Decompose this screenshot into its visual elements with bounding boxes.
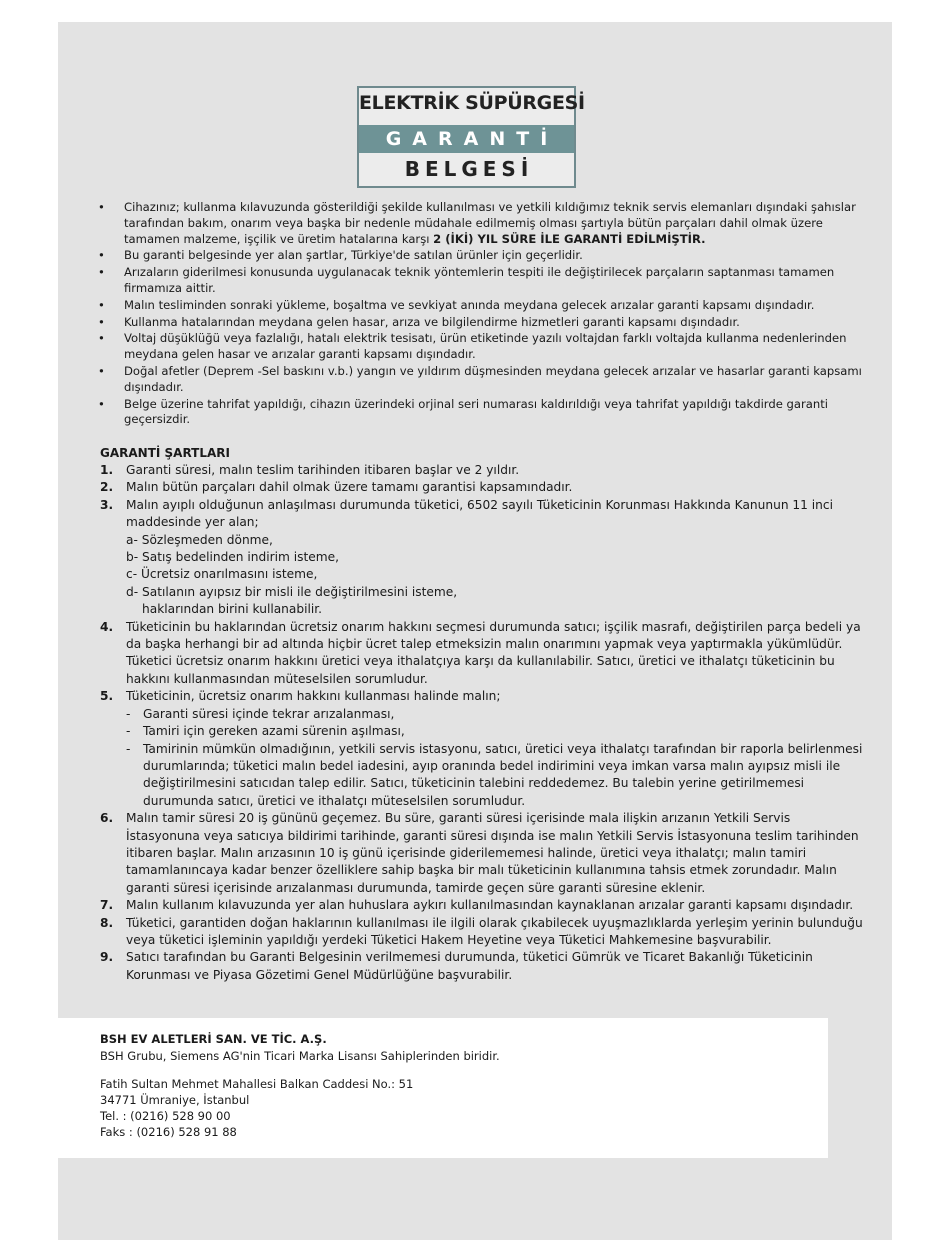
- term-number: 9.: [100, 950, 114, 965]
- term-subitem: a- Sözleşmeden dönme,: [126, 532, 273, 547]
- term-item-3: [100, 497, 865, 619]
- term-dash-text: Tamiri için gereken azami sürenin aşılması,: [143, 724, 405, 739]
- bullet-icon: •: [98, 265, 105, 280]
- term-text: Tüketici, garantiden doğan haklarının kullanılması ile ilgili olarak çıkabilecek uyuşmazlıklarda yerleşim yerinin bulunduğu veya tüketici işleminin yapıldığı yerdeki Tüketici Hakem Heyetine veya Tüketici Mahkemesine başvurabilir.: [126, 915, 863, 947]
- company-name: BSH EV ALETLERİ SAN. VE TİC. A.Ş.: [100, 1032, 327, 1046]
- term-number: 7.: [100, 898, 114, 913]
- address-line-2: 34771 Ümraniye, İstanbul: [100, 1093, 250, 1107]
- address-line-1: Fatih Sultan Mehmet Mahallesi Balkan Caddesi No.: 51: [100, 1077, 414, 1091]
- dash-icon: -: [126, 706, 131, 721]
- bullet-item: [98, 397, 868, 429]
- bullet-text: Cihazınız; kullanma kılavuzunda gösterildiği şekilde kullanılması ve yetkili kıldığımız teknik servis elemanları dışındaki şahıslar tarafından bakım, onarım veya başka bir nedenle müdahale edilmemiş olması şartıyla bütün parçaları dahil olmak üzere tamamen malzeme, işçilik ve üretim hatalarına karşı: [124, 200, 856, 246]
- term-item-5: [100, 688, 865, 810]
- term-item-1: [100, 462, 865, 479]
- term-number: 3.: [100, 497, 114, 512]
- term-dash-text: Tamirinin mümkün olmadığının, yetkili servis istasyonu, satıcı, üretici veya ithalatçı tarafından bir raporla belirlenmesi durumlarında; tüketici malın bedel iadesini, ayıp oranında bedel indirimini veya imkan varsa malın ayıpsız misli ile değiştirilmesini satıcıdan talep edilir. Satıcı, tüketicinin talebini reddedemez. Bu talebin yerine getirilmemesi durumunda satıcı, üretici ve ithalatçı müteselsilen sorumludur.: [143, 741, 863, 808]
- term-text: Satıcı tarafından bu Garanti Belgesinin verilmemesi durumunda, tüketici Gümrük ve Ticaret Bakanlığı Tüketicinin Korunması ve Piyasa Gözetimi Genel Müdürlüğüne başvurabilir.: [126, 950, 813, 982]
- bullet-item: [98, 315, 868, 331]
- warranty-period-bold: 2 (İKİ) YIL SÜRE İLE GARANTİ EDİLMİŞTİR.: [433, 231, 706, 246]
- bullet-text: Arızaların giderilmesi konusunda uygulanacak teknik yöntemlerin tespiti ile değiştirilecek parçaların saptanması tamamen firmamıza aittir.: [124, 265, 835, 295]
- bullet-icon: •: [98, 396, 105, 411]
- term-subitem: d- Satılanın ayıpsız bir misli ile değiştirilmesini isteme,: [126, 584, 458, 599]
- term-text: Tüketicinin, ücretsiz onarım hakkını kullanması halinde malın;: [126, 689, 501, 704]
- bullet-text: Doğal afetler (Deprem -Sel baskını v.b.) yangın ve yıldırım düşmesinden meydana gelecek arızalar ve hasarlar garanti kapsamı dışındadır.: [124, 363, 862, 394]
- term-text: Malın kullanım kılavuzunda yer alan huhuslara aykırı kullanılmasından kaynaklanan arızalar garanti kapsamı dışındadır.: [126, 898, 854, 913]
- bullet-item: [98, 200, 868, 247]
- bullet-text: Bu garanti belgesinde yer alan şartlar, Türkiye'de satılan ürünler için geçerlidir.: [124, 248, 583, 263]
- term-text: Malın ayıplı olduğunun anlaşılması durumunda tüketici, 6502 sayılı Tüketicinin Korunması Hakkında Kanunun 11 inci maddesinde yer alan;: [126, 497, 833, 530]
- bullet-item: [98, 364, 868, 396]
- bullet-item: [98, 265, 868, 297]
- term-number: 6.: [100, 811, 114, 826]
- bullet-icon: •: [98, 331, 105, 346]
- term-number: 4.: [100, 619, 114, 634]
- term-number: 2.: [100, 480, 114, 495]
- term-subitem-continuation: haklarından birini kullanabilir.: [142, 602, 323, 617]
- document-title-box: [357, 86, 585, 188]
- bullet-text: Kullanma hatalarından meydana gelen hasar, arıza ve bilgilendirme hizmetleri garanti kapsamı dışındadır.: [124, 314, 740, 329]
- phone-number: Tel. : (0216) 528 90 00: [100, 1109, 231, 1123]
- term-subitem: b- Satış bedelinden indirim isteme,: [126, 550, 340, 565]
- term-text: Malın bütün parçaları dahil olmak üzere tamamı garantisi kapsamındadır.: [126, 480, 573, 495]
- bullet-text: Malın tesliminden sonraki yükleme, boşaltma ve sevkiyat anında meydana gelecek arızalar garanti kapsamı dışındadır.: [124, 297, 815, 312]
- fax-number: Faks : (0216) 528 91 88: [100, 1125, 237, 1139]
- term-dash-item: [126, 741, 865, 811]
- bullet-text: Voltaj düşüklüğü veya fazlalığı, hatalı elektrik tesisatı, ürün etiketinde yazılı voltajdan farklı voltajda kullanma nedenlerinden meydana gelen hasar ve arızalar garanti kapsamı dışındadır.: [124, 331, 847, 362]
- bullet-item: [98, 298, 868, 314]
- terms-heading: GARANTİ ŞARTLARI: [100, 446, 230, 460]
- dash-icon: -: [126, 724, 131, 739]
- term-item-4: [100, 619, 865, 689]
- term-item-9: [100, 949, 865, 984]
- warranty-terms-list: [100, 462, 865, 984]
- term-text: Garanti süresi, malın teslim tarihinden itibaren başlar ve 2 yıldır.: [126, 463, 520, 477]
- bullet-text: Belge üzerine tahrifat yapıldığı, cihazın üzerindeki orjinal seri numarası kaldırıldığı veya tahrifat yapıldığı takdirde garanti geçersizdir.: [124, 396, 828, 427]
- title-line-belgesi: BELGESİ: [404, 157, 534, 181]
- bullet-icon: •: [98, 248, 105, 263]
- bullet-item: [98, 248, 868, 264]
- dash-icon: -: [126, 741, 131, 756]
- term-item-7: [100, 897, 865, 914]
- warranty-bullet-list: [98, 200, 868, 429]
- term-item-8: [100, 915, 865, 950]
- term-number: 5.: [100, 689, 114, 704]
- title-line-product: ELEKTRİK SÜPÜRGESİ: [359, 92, 585, 114]
- term-dash-item: [126, 723, 865, 740]
- title-line-garanti: GARANTİ: [359, 125, 574, 153]
- term-number: 8.: [100, 915, 114, 930]
- term-text: Tüketicinin bu haklarından ücretsiz onarım hakkını seçmesi durumunda satıcı; işçilik masrafı, değiştirilen parça bedeli ya da başka herhangi bir ad altında hiçbir ücret talep etmeksizin malın onarımını yapmak veya yaptırmakla yükümlüdür. Tüketici ücretsiz onarım hakkını üretici veya ithalatçıya karşı da kullanılabilir. Satıcı, üretici ve ithalatçı tüketicinin bu hakkını kullanmasından müteselsilen sorumludur.: [126, 619, 861, 686]
- term-item-2: [100, 479, 865, 496]
- term-dash-item: [126, 706, 865, 723]
- term-number: 1.: [100, 463, 114, 477]
- bullet-item: [98, 331, 868, 363]
- term-item-6: [100, 810, 865, 897]
- term-subitem: c- Ücretsiz onarılmasını isteme,: [126, 567, 318, 582]
- company-footer: [58, 1018, 828, 1158]
- bullet-icon: •: [98, 314, 105, 329]
- license-note: BSH Grubu, Siemens AG'nin Ticari Marka Lisansı Sahiplerinden biridir.: [100, 1049, 500, 1063]
- term-text: Malın tamir süresi 20 iş gününü geçemez. Bu süre, garanti süresi içerisinde mala ilişkin arızanın Yetkili Servis İstasyonuna veya satıcıya bildirimi tarihinde, garanti süresi dışında ise malın Yetkili Servis İstasyonuna teslim tarihinden itibaren başlar. Malın arızasının 10 iş günü içerisinde giderilememesi halinde, üretici veya ithalatçı; malın tamiri tamamlanıncaya kadar benzer özelliklere sahip başka bir malı tüketicinin kullanımına tahsis etmek zorundadır. Malın garanti süresi içerisinde arızalanması durumunda, tamirde geçen süre garanti süresine eklenir.: [126, 811, 859, 895]
- bullet-icon: •: [98, 200, 105, 214]
- term-dash-text: Garanti süresi içinde tekrar arızalanması,: [143, 706, 395, 721]
- bullet-icon: •: [98, 297, 105, 312]
- bullet-icon: •: [98, 363, 105, 378]
